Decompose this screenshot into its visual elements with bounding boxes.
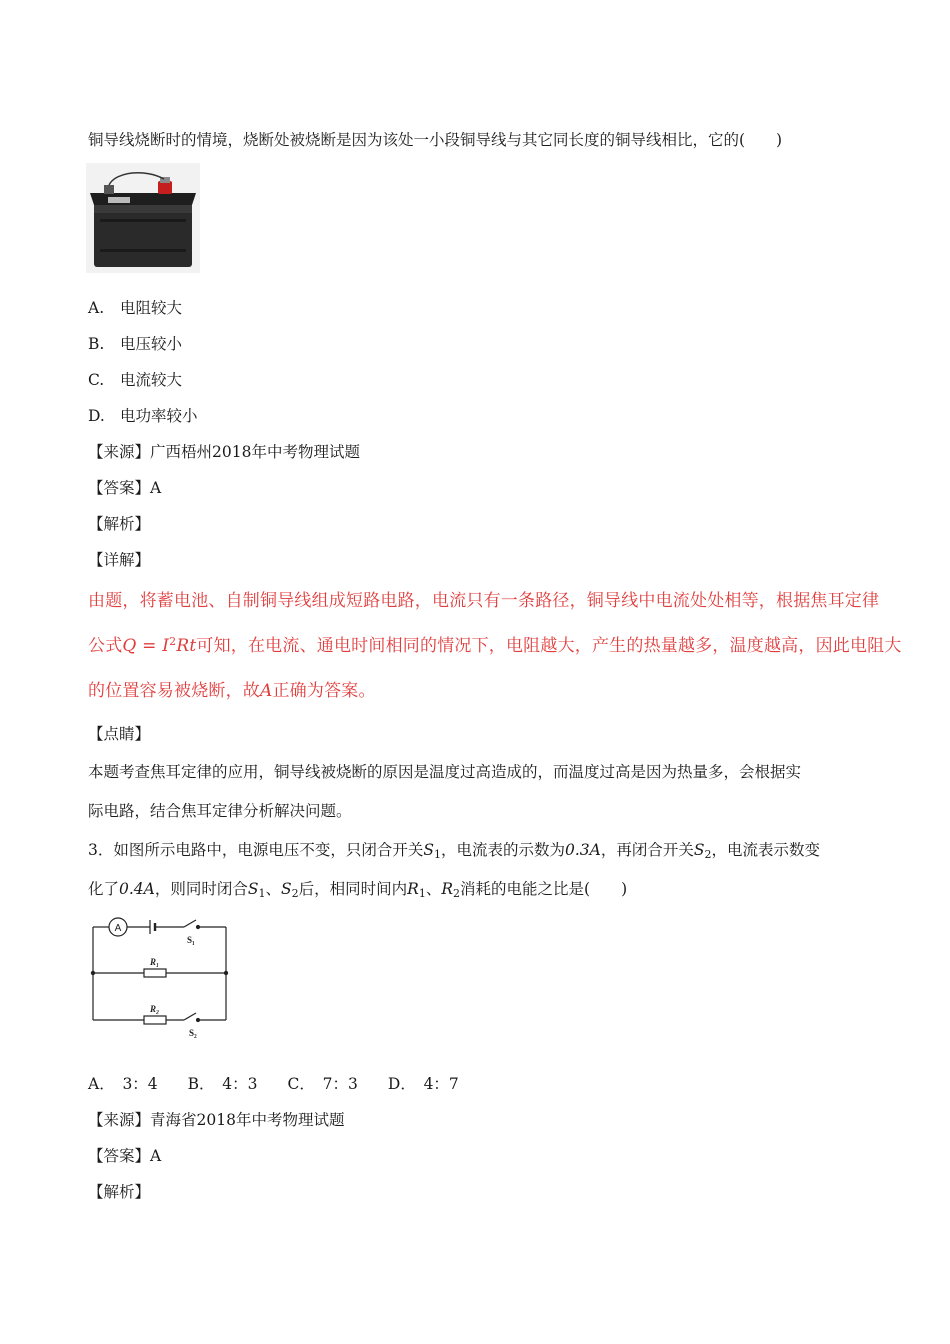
q3-stem-line-2: 化了0.4A，则同时闭合$S_1$、$S_2$后，相同时间内$R_1$、$R_2$消耗的电能之比是( ) — [88, 880, 628, 900]
detail-line-2: 公式$Q = I^2Rt$可知，在电流、通电时间相同的情况下，电阻越大，产生的热量越多，温度越高，因此电阻大 — [88, 635, 902, 656]
battery-image — [86, 163, 200, 273]
choice-b[interactable]: B． 4：3 — [187, 1075, 258, 1093]
q3-answer: 【答案】A — [88, 1147, 162, 1165]
q3-source: 【来源】青海省2018年中考物理试题 — [88, 1111, 345, 1129]
option-b[interactable]: B. 电压较小 — [88, 335, 183, 353]
circuit-diagram — [88, 915, 233, 1040]
option-a[interactable]: A. 电阻较大 — [88, 299, 183, 317]
q2-source: 【来源】广西梧州2018年中考物理试题 — [88, 443, 360, 461]
q3-stem-line-1: 3．如图所示电路中，电源电压不变，只闭合开关$S_1$，电流表的示数为0.3A，再闭合开关$S_2$，电流表示数变 — [88, 841, 821, 861]
q2-answer: 【答案】A — [88, 479, 162, 497]
r1-label: R₁ — [150, 957, 160, 967]
option-c[interactable]: C. 电流较大 — [88, 371, 183, 389]
s1-label: S₁ — [187, 935, 195, 945]
s2-label: S₂ — [189, 1028, 197, 1038]
choice-a[interactable]: A． 3：4 — [88, 1075, 158, 1093]
detail-line-1: 由题，将蓄电池、自制铜导线组成短路电路，电流只有一条路径，铜导线中电流处处相等，根据焦耳定律 — [88, 591, 880, 611]
tip-line-1: 本题考查焦耳定律的应用，铜导线被烧断的原因是温度过高造成的，而温度过高是因为热量多，会根据实 — [88, 763, 802, 781]
r2-label: R₂ — [150, 1004, 160, 1014]
choice-d[interactable]: D． 4：7 — [387, 1075, 459, 1093]
option-d[interactable]: D. 电功率较小 — [88, 407, 198, 425]
ammeter-label: A — [114, 923, 122, 934]
choice-c[interactable]: C． 7：3 — [287, 1075, 358, 1093]
q2-tip-label: 【点睛】 — [88, 725, 151, 743]
detail-line-3: 的位置容易被烧断，故A正确为答案。 — [88, 681, 376, 701]
q2-analysis-label: 【解析】 — [88, 515, 151, 533]
q2-detail-label: 【详解】 — [88, 551, 151, 569]
q3-analysis-label: 【解析】 — [88, 1183, 151, 1201]
tip-line-2: 际电路，结合焦耳定律分析解决问题。 — [88, 802, 352, 820]
joule-formula: $Q = I^2Rt$ — [122, 635, 197, 656]
q2-stem: 铜导线烧断时的情境，烧断处被烧断是因为该处一小段铜导线与其它同长度的铜导线相比，它的( ) — [88, 131, 783, 149]
q3-choices — [88, 1072, 489, 1094]
